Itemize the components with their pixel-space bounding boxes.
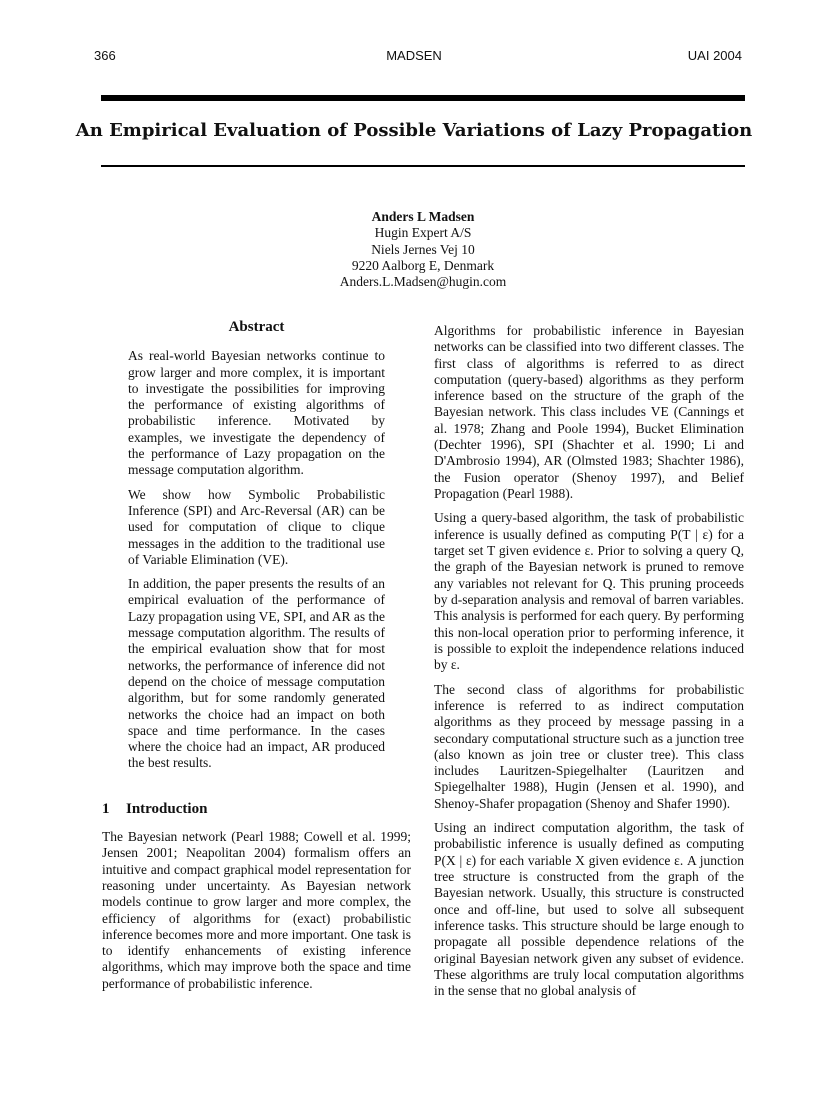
author-email: Anders.L.Madsen@hugin.com: [339, 274, 507, 290]
author-block: [0, 209, 828, 290]
author-name: Anders L Madsen: [371, 209, 475, 224]
author-city: 9220 Aalborg E, Denmark: [351, 257, 495, 273]
body-paragraph: Using a query-based algorithm, the task of probabilistic inference is usually defined as computing P(T | ε) for a target set T given evidence ε. Prior to solving a query Q, the graph of the Bayesian network is pruned to remove any variables not relevant for Q. This pruning proceeds by d-separation analysis and removal of barren variables. This analysis is performed for each query. By performing this non-local operation prior to performing inference, it is possible to exploit the independence relations induced by ε.: [434, 510, 744, 673]
body-paragraph: Algorithms for probabilistic inference in Bayesian networks can be classified into two different classes. The first class of algorithms is referred to as direct computation (query-based) algorithms as they perform inference based on the structure of the graph of the Bayesian network. This class includes VE (Cannings et al. 1978; Zhang and Poole 1994), Bucket Elimination (Dechter 1996), SPI (Shachter et al. 1990; Li and D'Ambrosio 1994), AR (Olmsted 1983; Shachter 1986), the Fusion operator (Shenoy 1997), and Belief Propagation (Pearl 1988).: [434, 323, 744, 501]
introduction-paragraph: The Bayesian network (Pearl 1988; Cowell et al. 1999; Jensen 2001; Neapolitan 2004) formalism offers an intuitive and compact graphical model representation for reasoning under uncertainty. As Bayesian network models continue to grow larger and more complex, the efficiency of algorithms for (exact) probabilistic inference becomes more and more important. One task is to identify enhancements of existing inference algorithms, which may improve both the space and time performance of probabilistic inference.: [102, 829, 411, 991]
right-column: [434, 323, 744, 1008]
author-street: Niels Jernes Vej 10: [371, 241, 475, 257]
abstract-paragraph: In addition, the paper presents the results of an empirical evaluation of the performance of Lazy propagation using VE, SPI, and AR as the message computation algorithm. The results of the empirical evaluation show that for most networks, the performance of inference did not depend on the choice of message computation algorithm, but for some randomly generated networks the choice had an impact on both space and time performance. In the cases where the choice had an impact, AR produced the best results.: [128, 576, 385, 771]
section-title: Introduction: [126, 800, 208, 817]
abstract-paragraph: As real-world Bayesian networks continue to grow larger and more complex, it is important to investigate the possibilities for improving the performance of existing algorithms of probabilistic inference. Motivated by examples, we investigate the dependency of the performance of Lazy propagation on the message computation algorithm.: [128, 348, 385, 478]
body-paragraph: Using an indirect computation algorithm, the task of probabilistic inference is usually defined as computing P(X | ε) for each variable X given evidence ε. A junction tree structure is constructed from the graph of the Bayesian network. Usually, this structure is constructed once and off-line, but used to solve all subsequent inference tasks. This structure should be large enough to propagate all possible dependence relations of the original Bayesian network given any subset of evidence. These algorithms are truly local computation algorithms in the sense that no global analysis of: [434, 820, 744, 999]
section-number: 1: [102, 800, 110, 817]
abstract-paragraph: We show how Symbolic Probabilistic Inference (SPI) and Arc-Reversal (AR) can be used for computation of clique to clique messages in the addition to the traditional use of Variable Elimination (VE).: [128, 486, 385, 567]
running-title: MADSEN: [386, 48, 442, 63]
page-number: 366: [94, 48, 116, 63]
paper-title: An Empirical Evaluation of Possible Variations of Lazy Propagation: [75, 120, 753, 141]
author-affiliation: Hugin Expert A/S: [374, 225, 472, 241]
venue-label: UAI 2004: [687, 48, 742, 63]
abstract-body: [102, 348, 411, 771]
title-rule-top: [101, 95, 745, 101]
title-rule-bottom: [101, 165, 745, 167]
left-column: [102, 319, 411, 1000]
section-heading-introduction: [102, 801, 411, 817]
abstract-heading: Abstract: [228, 319, 285, 335]
body-paragraph: The second class of algorithms for probabilistic inference is referred to as indirect computation algorithms as they proceed by message passing in a secondary computational structure such as a junction tree (also known as join tree or cluster tree). This class includes Lauritzen-Spiegelhalter (Lauritzen and Spiegelhalter 1988), Hugin (Jensen et al. 1990), and Shenoy-Shafer propagation (Shenoy and Shafer 1990).: [434, 681, 744, 811]
